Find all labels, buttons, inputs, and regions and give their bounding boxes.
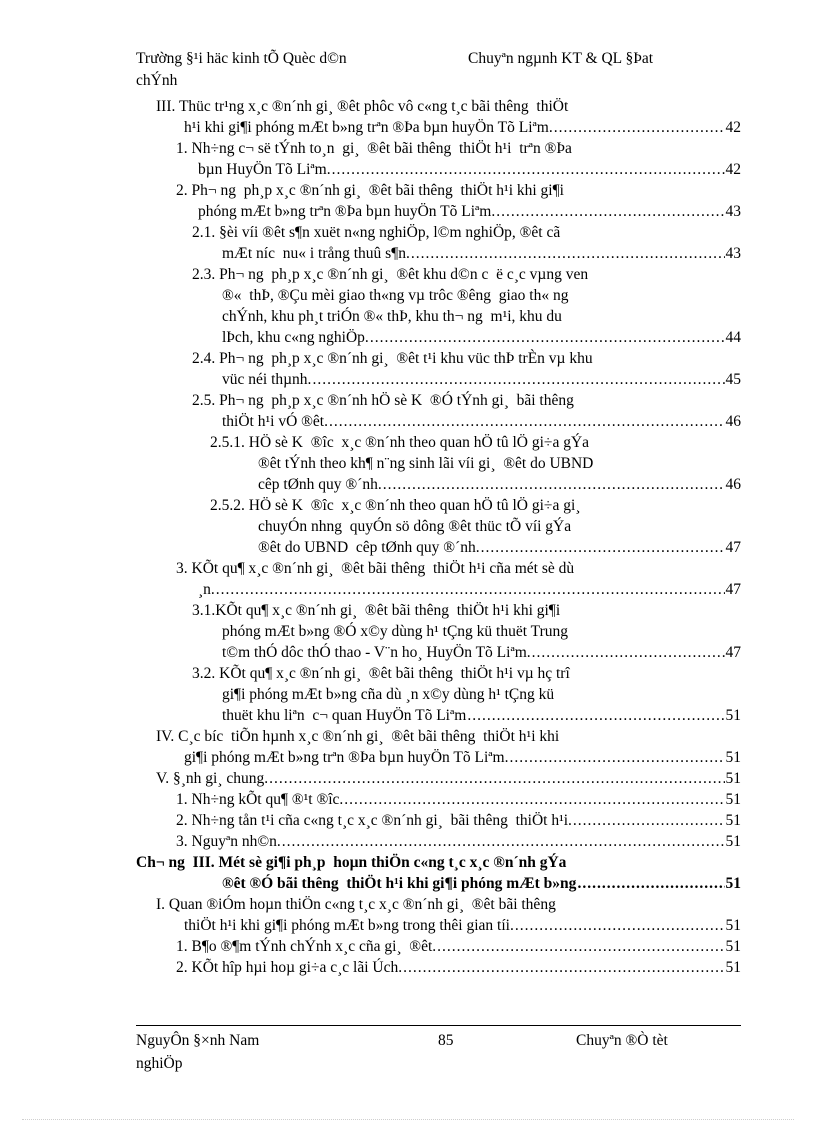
page-header	[136, 50, 741, 95]
toc-entry[interactable]	[136, 390, 741, 432]
toc-entry-text: t©m thÓ dôc thÓ thao - V¨n ho¸ HuyÖn Tõ Liªm.	[222, 644, 531, 661]
toc-page-number: 42	[725, 161, 741, 178]
toc-entry[interactable]	[136, 96, 741, 138]
toc-entry-text: bµn HuyÖn Tõ Liªm.	[198, 161, 331, 178]
toc-dot-leader	[370, 327, 725, 348]
toc-dot-leader	[411, 243, 725, 264]
toc-page-number: 51	[725, 875, 741, 892]
toc-entry-text: 1. B¶o ®¶m tÝnh chÝnh x¸c cña gi¸ ®êt.	[176, 938, 437, 955]
toc-entry-text: lÞch, khu c«ng nghiÖp.	[222, 329, 369, 346]
footer-doc-type: Chuyªn ®Ò tèt	[576, 1032, 668, 1049]
toc-dot-leader	[509, 747, 724, 768]
toc-entry-text: 2. Nh÷ng tån t¹i cña c«ng t¸c x¸c ®n´nh gi¸ bãi thêng thiÖt h¹i.	[176, 812, 572, 829]
header-university: Trường §¹i häc kinh tÕ Quèc d©n	[136, 50, 347, 67]
toc-entry[interactable]	[136, 831, 741, 852]
toc-entry[interactable]	[136, 957, 741, 978]
toc-page-number: 51	[725, 812, 741, 829]
toc-dot-leader	[383, 474, 725, 495]
toc-entry-text: 3. KÕt qu¶ x¸c ®n´nh gi¸ ®êt bãi thêng thiÖt h¹i cña mét sè dù	[176, 560, 575, 577]
toc-dot-leader	[573, 810, 725, 831]
toc-entry[interactable]	[136, 138, 741, 180]
toc-entry-text: 3.2. KÕt qu¶ x¸c ®n´nh gi¸ ®êt bãi thêng thiÖt h¹i vµ hç trî	[192, 665, 570, 682]
toc-entry-text: 2.3. Ph¬ ng ph¸p x¸c ®n´nh gi¸ ®êt khu d©n c ë c¸c vµng ven	[192, 266, 589, 283]
toc-entry-text: 2.4. Ph¬ ng ph¸p x¸c ®n´nh gi¸ ®êt t¹i khu vüc thÞ trÈn vµ khu	[192, 350, 593, 367]
toc-entry-text: 2.5.1. HÖ sè K ®îc x¸c ®n´nh theo quan hÖ tû lÖ gi÷a gÝa	[210, 434, 590, 451]
toc-entry[interactable]	[136, 663, 741, 726]
header-university-continued: chÝnh	[136, 72, 178, 89]
toc-entry[interactable]	[136, 852, 741, 894]
toc-entry-text: thiÖt h¹i khi gi¶i phóng mÆt b»ng trong thêi gian tíi.	[184, 917, 514, 934]
toc-entry-text: chÝnh, khu ph¸t triÓn ®« thÞ, khu th¬ ng m¹i, khu du	[222, 308, 562, 325]
toc-page-number: 47	[725, 581, 741, 598]
toc-entry-text: vüc néi thµnh.	[222, 371, 312, 388]
toc-page-number: 42	[725, 119, 741, 136]
toc-entry-text: 2.1. §èi víi ®êt s¶n xuët n«ng nghiÖp, l©m nghiÖp, ®êt cã	[192, 224, 561, 241]
toc-entry-text: V. §¸nh gi¸ chung.	[156, 770, 269, 787]
toc-entry-text: 2. KÕt hîp hµi hoµ gi÷a c¸c lãi Úch.	[176, 959, 403, 976]
toc-page-number: 44	[725, 329, 741, 346]
toc-entry[interactable]	[136, 789, 741, 810]
toc-entry[interactable]	[136, 810, 741, 831]
toc-entry-text: thuët khu liªn c¬ quan HuyÖn Tõ Liªm	[222, 707, 467, 724]
toc-page-number: 43	[725, 245, 741, 262]
toc-entry-text: h¹i khi gi¶i phóng mÆt b»ng trªn ®Þa bµn huyÖn Tõ Liªm.	[184, 119, 553, 136]
toc-dot-leader	[532, 642, 725, 663]
toc-entry-text: gi¶i phóng mÆt b»ng cña dù ¸n x©y dùng h¹ tÇng kü	[222, 686, 555, 703]
toc-entry-text: ¸n.	[198, 581, 215, 598]
toc-page-number: 51	[725, 917, 741, 934]
toc-entry[interactable]	[136, 180, 741, 222]
toc-entry-text: 3.1.KÕt qu¶ x¸c ®n´nh gi¸ ®êt bãi thêng thiÖt h¹i khi gi¶i	[192, 602, 561, 619]
toc-page-number: 47	[725, 644, 741, 661]
toc-dot-leader	[481, 537, 725, 558]
toc-page-number: 46	[725, 476, 741, 493]
toc-entry-text: ®êt tÝnh theo kh¶ n¨ng sinh lãi víi gi¸ ®êt do UBND	[258, 455, 594, 472]
toc-dot-leader	[329, 411, 725, 432]
toc-entry-text: 1. Nh÷ng c¬ së tÝnh to¸n gi¸ ®êt bãi thêng thiÖt h¹i trªn ®Þa	[176, 140, 572, 157]
page-footer	[136, 1025, 741, 1072]
toc-entry-text: 3. Nguyªn nh©n.	[176, 833, 281, 850]
toc-entry-text: phóng mÆt b»ng ®Ó x©y dùng h¹ tÇng kü thuët Trung	[222, 623, 568, 640]
toc-dot-leader	[403, 957, 724, 978]
table-of-contents	[136, 96, 741, 978]
toc-dot-leader	[216, 579, 725, 600]
toc-dot-leader	[515, 915, 725, 936]
toc-entry-text: IV. C¸c bíc tiÕn hµnh x¸c ®n´nh gi¸ ®êt bãi thêng thiÖt h¹i khi	[156, 728, 560, 745]
toc-entry-text: phóng mÆt b»ng trªn ®Þa bµn huyÖn Tõ Liªm.	[198, 203, 496, 220]
toc-entry-text: mÆt níc nu« i trång thuû s¶n.	[222, 245, 410, 262]
toc-entry[interactable]	[136, 222, 741, 264]
toc-entry-text: thiÖt h¹i vÓ ®êt.	[222, 413, 328, 430]
toc-entry[interactable]	[136, 600, 741, 663]
toc-page-number: 46	[725, 413, 741, 430]
toc-page-number: 45	[725, 371, 741, 388]
toc-entry-text: gi¶i phóng mÆt b»ng trªn ®Þa bµn huyÖn Tõ Liªm.	[184, 749, 509, 766]
toc-page-number: 43	[725, 203, 741, 220]
toc-entry[interactable]	[136, 768, 741, 789]
toc-entry[interactable]	[136, 726, 741, 768]
toc-page-number: 51	[725, 833, 741, 850]
toc-page-number: 51	[725, 770, 741, 787]
page-edge-rule	[22, 1119, 794, 1120]
toc-entry-text: ®êt ®Ó bãi thêng thiÖt h¹i khi gi¶i phóng mÆt b»ng	[222, 875, 577, 892]
toc-page-number: 47	[725, 539, 741, 556]
toc-entry-text: ®« thÞ, ®Çu mèi giao th«ng vµ trôc ®êng giao th« ng	[222, 287, 569, 304]
toc-dot-leader	[282, 831, 725, 852]
toc-dot-leader	[437, 936, 724, 957]
toc-entry[interactable]	[136, 894, 741, 936]
toc-dot-leader	[332, 159, 725, 180]
toc-entry[interactable]	[136, 936, 741, 957]
toc-dot-leader	[269, 768, 724, 789]
toc-entry-text: Ch¬ ng III. Mét sè gi¶i ph¸p hoµn thiÖn c«ng t¸c x¸c ®n´nh gÝa	[136, 854, 567, 871]
toc-entry-text: 2.5. Ph¬ ng ph¸p x¸c ®n´nh hÖ sè K ®Ó tÝnh gi¸ bãi thêng	[192, 392, 574, 409]
footer-author-continued: nghiÖp	[136, 1055, 183, 1072]
toc-dot-leader	[554, 117, 725, 138]
toc-entry[interactable]	[136, 558, 741, 600]
toc-entry[interactable]	[136, 264, 741, 348]
toc-page-number: 51	[725, 959, 741, 976]
toc-page-number: 51	[725, 791, 741, 808]
toc-entry-text: I. Quan ®iÓm hoµn thiÖn c«ng t¸c x¸c ®n´nh gi¸ ®êt bãi thêng	[156, 896, 556, 913]
toc-entry-text: chuyÓn nhng quyÓn sö dông ®êt thüc tÕ víi gÝa	[258, 518, 572, 535]
toc-entry[interactable]	[136, 495, 741, 558]
toc-page-number: 51	[725, 938, 741, 955]
toc-entry-text: III. Thüc tr¹ng x¸c ®n´nh gi¸ ®êt phôc vô c«ng t¸c bãi thêng thiÖt	[156, 98, 569, 115]
footer-page-number: 85	[438, 1032, 454, 1049]
toc-page-number: 51	[725, 707, 741, 724]
toc-dot-leader	[344, 789, 724, 810]
toc-dot-leader	[577, 873, 724, 894]
toc-entry-text: 2. Ph¬ ng ph¸p x¸c ®n´nh gi¸ ®êt bãi thêng thiÖt h¹i khi gi¶i	[176, 182, 564, 199]
toc-dot-leader	[467, 705, 724, 726]
toc-page-number: 51	[725, 749, 741, 766]
toc-dot-leader	[312, 369, 724, 390]
toc-entry-text: 1. Nh÷ng kÕt qu¶ ®¹t ®îc.	[176, 791, 344, 808]
toc-entry[interactable]	[136, 432, 741, 495]
toc-dot-leader	[496, 201, 724, 222]
footer-author: NguyÔn §×nh Nam	[136, 1032, 260, 1049]
toc-entry[interactable]	[136, 348, 741, 390]
toc-entry-text: 2.5.2. HÖ sè K ®îc x¸c ®n´nh theo quan hÖ tû lÖ gi÷a gi¸	[210, 497, 581, 514]
header-major: Chuyªn ngµnh KT & QL §Þat	[468, 50, 654, 67]
toc-entry-text: ®êt do UBND cêp tØnh quy ®´nh.	[258, 539, 480, 556]
toc-entry-text: cêp tØnh quy ®´nh.	[258, 476, 382, 493]
